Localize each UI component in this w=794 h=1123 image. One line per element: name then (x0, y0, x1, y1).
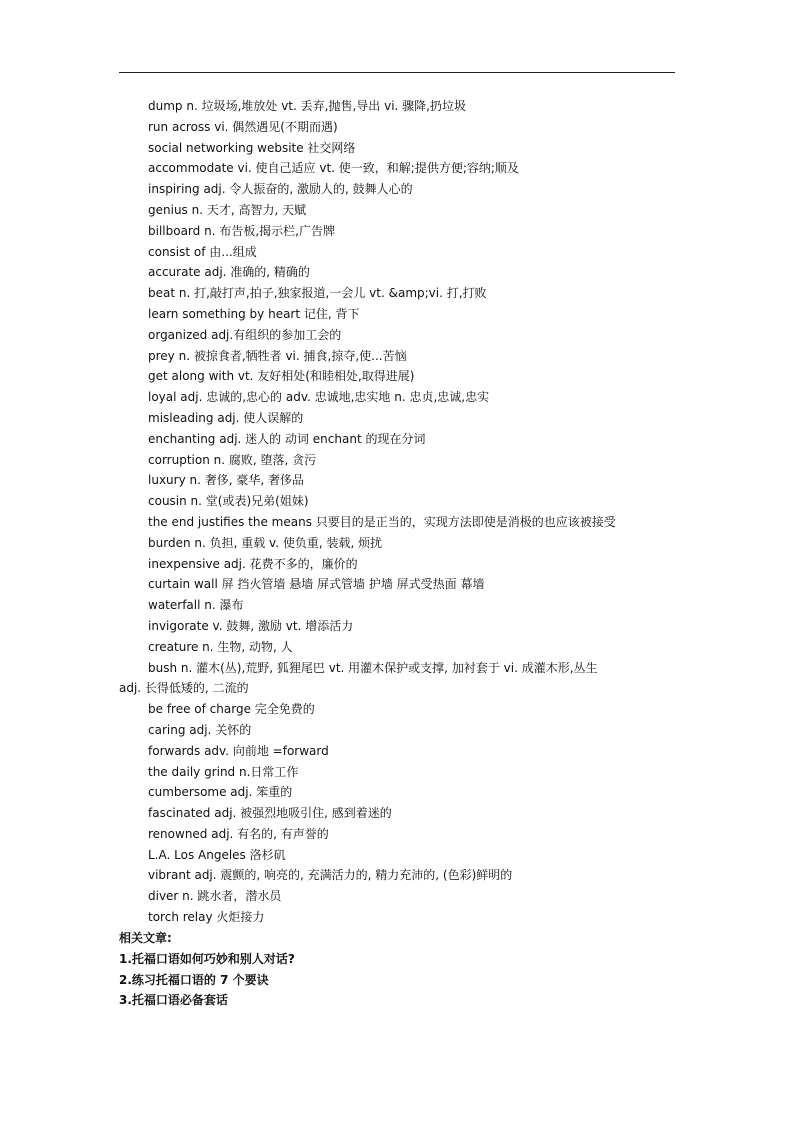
vocab-entry: caring adj. 关怀的 (148, 722, 252, 737)
vocab-entry: dump n. 垃圾场,堆放处 vt. 丢弃,抛售,导出 vi. 骤降,扔垃圾 (148, 99, 466, 113)
vocab-entry: corruption n. 腐败, 堕落, 贪污 (148, 452, 317, 467)
vocab-entry: vibrant adj. 震颤的, 响亮的, 充满活力的, 精力充沛的, (色彩)鲜明的 (148, 868, 513, 883)
vocabulary-list (119, 96, 678, 928)
vocab-entry: billboard n. 布告板,揭示栏,广告牌 (148, 223, 335, 238)
vocab-entry: get along with vt. 友好相处(和睦相处,取得进展) (148, 369, 415, 384)
vocab-entry: renowned adj. 有名的, 有声誉的 (148, 826, 329, 841)
vocab-entry: accommodate vi. 使自己适应 vt. 使一致，和解;提供方便;容纳;顺及 (148, 161, 519, 176)
vocab-entry: run across vi. 偶然遇见(不期而遇) (148, 119, 338, 134)
vocab-entry: L.A. Los Angeles 洛杉矶 (148, 847, 286, 862)
vocab-entry: misleading adj. 使人误解的 (148, 410, 304, 425)
vocab-entry: inspiring adj. 令人振奋的, 激励人的, 鼓舞人心的 (148, 182, 413, 197)
vocab-entry: waterfall n. 瀑布 (148, 598, 244, 613)
vocab-entry: forwards adv. 向前地 =forward (148, 743, 329, 758)
vocab-entry: curtain wall 屏 挡火管墙 悬墙 屏式管墙 护墙 屏式受热面 幕墙 (148, 577, 485, 592)
vocab-entry: luxury n. 奢侈, 豪华, 奢侈品 (148, 473, 304, 488)
header-rule (119, 72, 675, 73)
vocab-entry: burden n. 负担, 重载 v. 使负重, 装载, 烦扰 (148, 535, 383, 550)
vocab-entry: creature n. 生物, 动物, 人 (148, 639, 293, 654)
vocab-entry: cousin n. 堂(或表)兄弟(姐妹) (148, 494, 309, 509)
vocab-entry: enchanting adj. 迷人的 动词 enchant 的现在分词 (148, 431, 426, 446)
vocab-entry-bush-line1: bush n. 灌木(丛),荒野, 狐狸尾巴 vt. 用灌木保护或支撑, 加衬套于 vi. 成灌木形,丛生 (148, 660, 598, 675)
vocab-entry: organized adj.有组织的参加工会的 (148, 327, 342, 342)
related-article-link[interactable]: 2.练习托福口语的 7 个要诀 (119, 972, 269, 987)
vocab-entry: cumbersome adj. 笨重的 (148, 785, 293, 800)
related-articles (119, 928, 295, 1011)
vocab-entry: social networking website 社交网络 (148, 140, 356, 155)
vocab-entry: the daily grind n.日常工作 (148, 764, 299, 779)
related-article-link[interactable]: 1.托福口语如何巧妙和别人对话? (119, 951, 295, 966)
vocab-entry: invigorate v. 鼓舞, 激励 vt. 增添活力 (148, 618, 354, 633)
vocab-entry: consist of 由...组成 (148, 244, 257, 259)
related-articles-heading: 相关文章: (119, 931, 172, 945)
vocab-entry: inexpensive adj. 花费不多的，廉价的 (148, 556, 358, 571)
vocab-entry: genius n. 天才, 高智力, 天赋 (148, 202, 307, 217)
vocab-entry: beat n. 打,敲打声,拍子,独家报道,一会儿 vt. &amp;vi. 打,打败 (148, 286, 487, 301)
vocab-entry-bush-line2: adj. 长得低矮的, 二流的 (119, 681, 249, 696)
related-articles-list (119, 949, 295, 1011)
vocab-entry: the end justifies the means 只要目的是正当的，实现方法即使是消极的也应该被接受 (148, 514, 616, 529)
vocab-entry-bush (119, 658, 678, 700)
related-article-link[interactable]: 3.托福口语必备套话 (119, 993, 228, 1008)
vocab-entry: fascinated adj. 被强烈地吸引住, 感到着迷的 (148, 806, 392, 821)
vocab-entry: diver n. 跳水者，潜水员 (148, 889, 282, 904)
vocab-entry: prey n. 被掠食者,牺牲者 vi. 捕食,掠夺,使...苦恼 (148, 348, 407, 363)
vocab-entry: loyal adj. 忠诚的,忠心的 adv. 忠诚地,忠实地 n. 忠贞,忠诚,忠实 (148, 390, 490, 405)
vocab-entry: learn something by heart 记住, 背下 (148, 306, 360, 321)
vocab-entry: torch relay 火炬接力 (148, 910, 265, 925)
vocab-entry: accurate adj. 准确的, 精确的 (148, 265, 310, 280)
vocab-entry: be free of charge 完全免费的 (148, 702, 315, 717)
